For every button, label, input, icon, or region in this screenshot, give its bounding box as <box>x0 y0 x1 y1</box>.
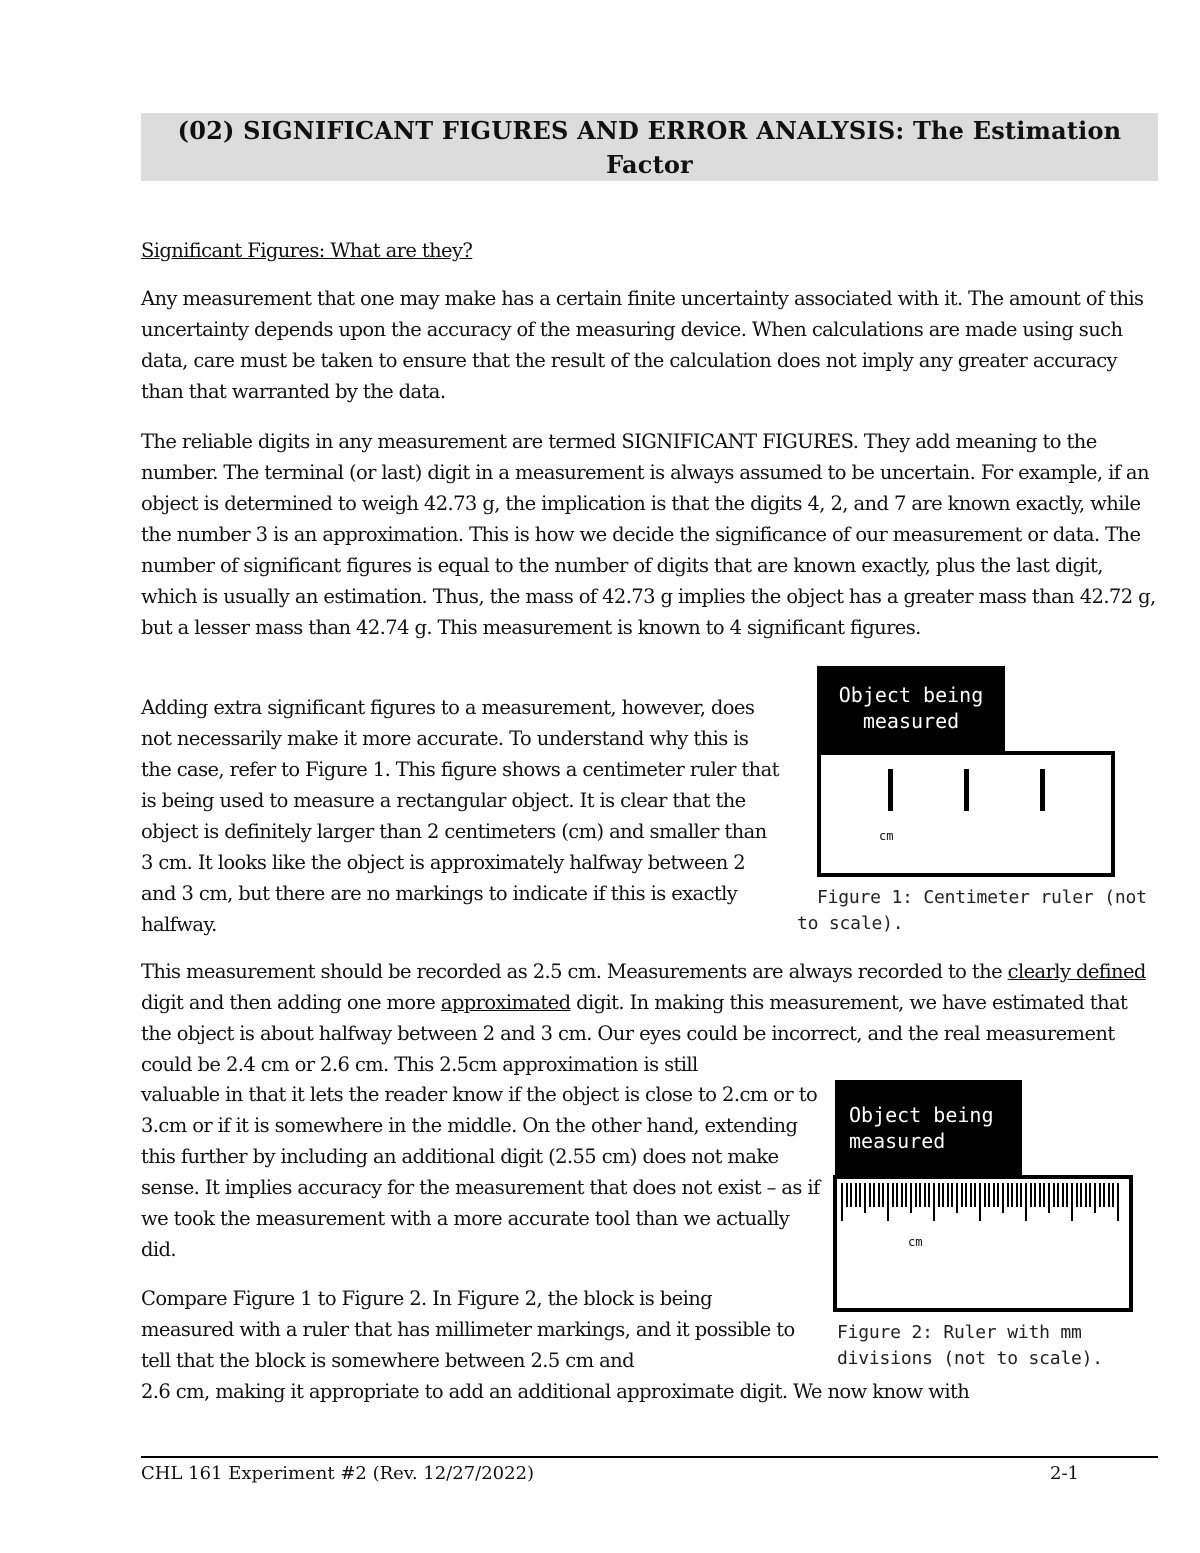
paragraph-1: Any measurement that one may make has a certain finite uncertainty associated with it. The amount of this uncertainty depends upon the accuracy of the measuring device. When calculations are made using such data, care must be taken to ensure that the result of the calculation does not imply any greater accuracy than that warranted by the data. <box>141 287 1144 403</box>
figure-2-mm-tick <box>846 1183 848 1207</box>
figure-2-mm-tick <box>933 1183 935 1221</box>
figure-2-mm-tick <box>1030 1183 1032 1207</box>
paragraph-4-continued: valuable in that it lets the reader know if the object is close to 2.cm or to 3.cm or if it is somewhere in the middle. On the other hand, extending this further by including an additional digit (2.55 cm) does not make sense. It implies accuracy for the measurement that does not exist – as if we took the measurement with a more accurate tool than we actually did. <box>141 1083 820 1261</box>
figure-1-object <box>817 666 1005 754</box>
figure-2-mm-tick <box>1117 1183 1119 1221</box>
figure-2-mm-tick <box>951 1183 953 1207</box>
figure-2-mm-tick <box>938 1183 940 1207</box>
figure-2-mm-tick <box>910 1183 912 1213</box>
figure-2-mm-tick <box>1089 1183 1091 1207</box>
figure-2-mm-tick <box>1025 1183 1027 1221</box>
figure-2-mm-tick <box>961 1183 963 1207</box>
figure-2-mm-tick <box>887 1183 889 1221</box>
page-number: 2-1 <box>1050 1463 1079 1484</box>
figure-2-mm-tick <box>942 1183 944 1207</box>
figure-1-tick-4 <box>1040 769 1045 811</box>
figure-2-mm-tick <box>1062 1183 1064 1207</box>
paragraph-4 <box>141 956 1156 1080</box>
figure-2-mm-tick <box>924 1183 926 1207</box>
paragraph-4-text-b: digit and then adding one more <box>141 991 441 1014</box>
figure-2-mm-tick <box>928 1183 930 1207</box>
figure-2-mm-tick <box>956 1183 958 1213</box>
paragraph-5-last-line: 2.6 cm, making it appropriate to add an additional approximate digit. We now know with <box>141 1380 970 1403</box>
figure-2-mm-tick <box>1066 1183 1068 1207</box>
figure-2-mm-tick <box>1039 1183 1041 1207</box>
figure-2-mm-tick <box>1085 1183 1087 1207</box>
figure-2-mm-tick <box>1112 1183 1114 1207</box>
figure-2-mm-tick <box>892 1183 894 1207</box>
figure-2-mm-tick <box>896 1183 898 1207</box>
figure-2-mm-tick <box>1099 1183 1101 1207</box>
figure-2-mm-tick <box>984 1183 986 1207</box>
figure-2-mm-tick <box>850 1183 852 1207</box>
figure-2-mm-tick <box>869 1183 871 1207</box>
figure-2-unit-label: cm <box>908 1235 923 1249</box>
paragraph-2: The reliable digits in any measurement are termed SIGNIFICANT FIGURES. They add meaning to the number. The terminal (or last) digit in a measurement is always assumed to be uncertain. For example, if an object is determined to weigh 42.73 g, the implication is that the digits 4, 2, and 7 are known exactly, while the number 3 is an approximation. This is how we decide the significance of our measurement or data. The number of significant figures is equal to the number of digits that are known exactly, plus the last digit, which is usually an estimation. Thus, the mass of 42.73 g implies the object has a greater mass than 42.72 g, but a lesser mass than 42.74 g. This measurement is known to 4 significant figures. <box>141 430 1156 639</box>
page-title: (02) SIGNIFICANT FIGURES AND ERROR ANALYSIS: The Estimation Factor <box>177 116 1122 179</box>
figure-2-mm-tick <box>1080 1183 1082 1207</box>
figure-2-mm-tick <box>974 1183 976 1207</box>
figure-2-mm-tick <box>901 1183 903 1207</box>
figure-2-mm-tick <box>1071 1183 1073 1221</box>
figure-2-mm-tick <box>919 1183 921 1207</box>
figure-2-mm-tick <box>1053 1183 1055 1207</box>
figure-2-mm-tick <box>1076 1183 1078 1207</box>
paragraph-3: Adding extra significant figures to a measurement, however, does not necessarily make it more accurate. To understand why this is the case, refer to Figure 1. This figure shows a centimeter ruler that is being used to measure a rectangular object. It is clear that the object is definitely larger than 2 centimeters (cm) and smaller than 3 cm. It looks like the object is approximately halfway between 2 and 3 cm, but there are no markings to indicate if this is exactly halfway. <box>141 696 779 936</box>
figure-2-mm-tick <box>878 1183 880 1207</box>
paragraph-4-text-c: digit. In making this measurement, we have estimated that the object is about halfway between 2 and 3 cm. Our eyes could be incorrect, and the real measurement could be 2.4 cm or 2.6 cm. This 2.5cm approximation is still <box>141 991 1128 1076</box>
figure-2-mm-tick <box>841 1183 843 1221</box>
figure-2-mm-tick <box>855 1183 857 1207</box>
figure-2-mm-tick <box>873 1183 875 1207</box>
figure-2-mm-tick <box>947 1183 949 1207</box>
figure-2-mm-tick <box>1103 1183 1105 1207</box>
figure-2-mm-tick <box>1043 1183 1045 1207</box>
figure-1-caption: Figure 1: Centimeter ruler (not to scale). <box>797 887 1147 934</box>
paragraph-4-underline-2: approximated <box>440 991 571 1014</box>
figure-1-ruler <box>817 751 1115 877</box>
figure-2-mm-tick <box>993 1183 995 1207</box>
title-banner <box>141 113 1158 181</box>
figure-2-mm-tick <box>915 1183 917 1207</box>
figure-2-mm-tick <box>1108 1183 1110 1207</box>
figure-2-mm-tick <box>979 1183 981 1221</box>
figure-2-mm-tick <box>970 1183 972 1207</box>
footer-title: CHL 161 Experiment #2 (Rev. 12/27/2022) <box>141 1463 535 1484</box>
figure-2-mm-tick <box>882 1183 884 1207</box>
figure-1-object-label: Object being measured <box>838 683 984 733</box>
figure-2-mm-tick <box>1094 1183 1096 1213</box>
figure-2-mm-tick <box>859 1183 861 1207</box>
paragraph-5: Compare Figure 1 to Figure 2. In Figure 2, the block is being measured with a ruler that has millimeter markings, and it possible to tell that the block is somewhere between 2.5 cm and <box>141 1287 795 1372</box>
figure-2-object-label: Object being measured <box>849 1103 994 1153</box>
figure-2-mm-tick <box>1002 1183 1004 1213</box>
paragraph-4-text-a: This measurement should be recorded as 2.5 cm. Measurements are always recorded to the <box>141 960 1008 983</box>
figure-2-ruler <box>833 1175 1133 1312</box>
figure-2-caption: Figure 2: Ruler with mm divisions (not to scale). <box>837 1322 1103 1369</box>
footer-divider <box>141 1456 1158 1458</box>
figure-2-mm-tick <box>1034 1183 1036 1207</box>
section-heading: Significant Figures: What are they? <box>141 239 473 262</box>
figure-1-tick-3 <box>964 769 969 811</box>
figure-2-mm-tick <box>1016 1183 1018 1207</box>
figure-2-mm-tick <box>864 1183 866 1213</box>
figure-2-mm-tick <box>997 1183 999 1207</box>
figure-2-mm-tick <box>1007 1183 1009 1207</box>
figure-2-mm-tick <box>965 1183 967 1207</box>
figure-2-mm-tick <box>1048 1183 1050 1213</box>
figure-1-unit-label: cm <box>879 829 894 843</box>
figure-2-object <box>835 1080 1022 1178</box>
figure-2-mm-tick <box>1057 1183 1059 1207</box>
figure-2-mm-tick <box>1020 1183 1022 1207</box>
figure-1-tick-2 <box>888 769 893 811</box>
figure-2-mm-tick <box>1011 1183 1013 1207</box>
figure-2-mm-tick <box>988 1183 990 1207</box>
figure-2-mm-tick <box>905 1183 907 1207</box>
paragraph-4-underline-1: clearly defined <box>1007 960 1146 983</box>
